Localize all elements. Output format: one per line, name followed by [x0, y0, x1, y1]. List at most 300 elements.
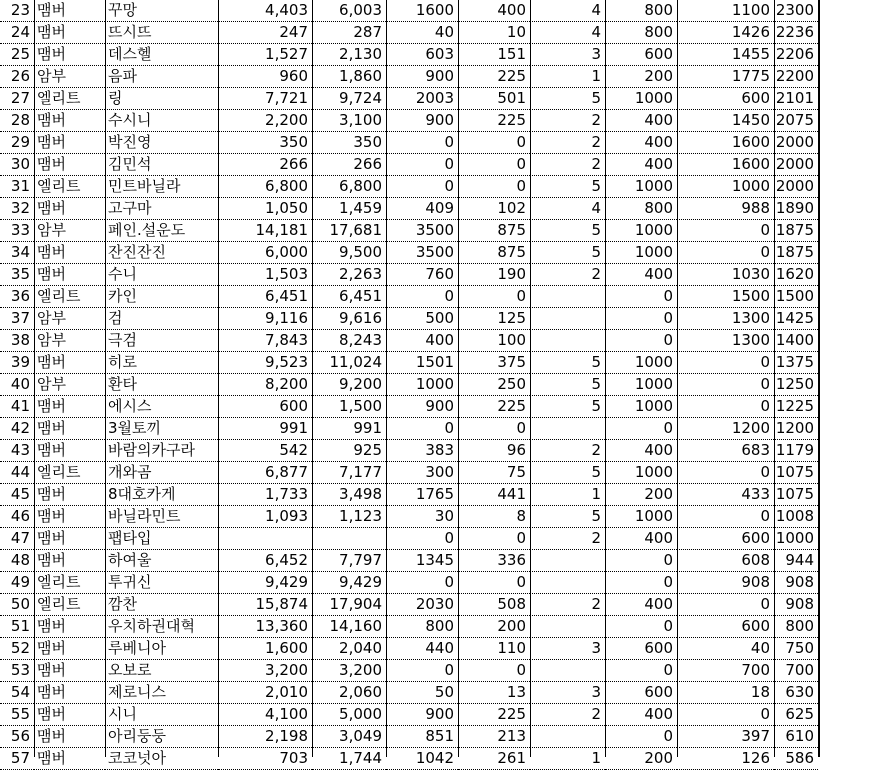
value-cell-4[interactable]: 100 [458, 330, 530, 352]
value-cell-2[interactable]: 3,200 [312, 660, 386, 682]
value-cell-4[interactable]: 110 [458, 638, 530, 660]
value-cell-4[interactable]: 261 [458, 748, 530, 770]
value-cell-6[interactable]: 1000 [605, 352, 677, 374]
value-cell-1[interactable]: 15,874 [218, 594, 312, 616]
value-cell-5[interactable] [530, 330, 605, 352]
value-cell-5[interactable]: 5 [530, 396, 605, 418]
value-cell-1[interactable]: 1,733 [218, 484, 312, 506]
total-cell[interactable]: 908 [774, 594, 818, 616]
value-cell-2[interactable]: 1,860 [312, 66, 386, 88]
value-cell-7[interactable]: 0 [677, 506, 774, 528]
nickname-cell[interactable]: 에시스 [105, 396, 218, 418]
value-cell-7[interactable]: 1030 [677, 264, 774, 286]
value-cell-3[interactable]: 1501 [386, 352, 458, 374]
total-cell[interactable]: 1000 [774, 528, 818, 550]
value-cell-5[interactable] [530, 660, 605, 682]
value-cell-2[interactable]: 991 [312, 418, 386, 440]
row-number-cell[interactable]: 34 [0, 242, 34, 264]
value-cell-3[interactable]: 0 [386, 418, 458, 440]
value-cell-1[interactable]: 4,403 [218, 0, 312, 22]
value-cell-1[interactable]: 14,181 [218, 220, 312, 242]
value-cell-3[interactable]: 0 [386, 176, 458, 198]
value-cell-5[interactable]: 5 [530, 88, 605, 110]
value-cell-5[interactable] [530, 550, 605, 572]
value-cell-1[interactable]: 2,198 [218, 726, 312, 748]
grade-cell[interactable]: 엘리트 [34, 462, 105, 484]
value-cell-7[interactable]: 600 [677, 88, 774, 110]
row-number-cell[interactable]: 49 [0, 572, 34, 594]
grade-cell[interactable]: 맴버 [34, 748, 105, 770]
value-cell-1[interactable]: 9,429 [218, 572, 312, 594]
row-number-cell[interactable]: 40 [0, 374, 34, 396]
nickname-cell[interactable]: 뜨시뜨 [105, 22, 218, 44]
value-cell-6[interactable]: 200 [605, 748, 677, 770]
value-cell-4[interactable]: 336 [458, 550, 530, 572]
value-cell-5[interactable]: 2 [530, 440, 605, 462]
value-cell-6[interactable]: 1000 [605, 462, 677, 484]
value-cell-6[interactable]: 600 [605, 44, 677, 66]
value-cell-5[interactable]: 5 [530, 242, 605, 264]
value-cell-3[interactable]: 851 [386, 726, 458, 748]
value-cell-6[interactable]: 0 [605, 418, 677, 440]
nickname-cell[interactable]: 우치하권대혁 [105, 616, 218, 638]
value-cell-4[interactable]: 875 [458, 220, 530, 242]
value-cell-5[interactable]: 2 [530, 264, 605, 286]
grade-cell[interactable]: 맴버 [34, 528, 105, 550]
grade-cell[interactable]: 맴버 [34, 154, 105, 176]
value-cell-2[interactable]: 3,049 [312, 726, 386, 748]
total-cell[interactable]: 1075 [774, 484, 818, 506]
value-cell-5[interactable]: 1 [530, 66, 605, 88]
nickname-cell[interactable]: 히로 [105, 352, 218, 374]
total-cell[interactable]: 1075 [774, 462, 818, 484]
row-number-cell[interactable]: 55 [0, 704, 34, 726]
row-number-cell[interactable]: 25 [0, 44, 34, 66]
grade-cell[interactable]: 맴버 [34, 484, 105, 506]
nickname-cell[interactable]: 카인 [105, 286, 218, 308]
value-cell-3[interactable]: 900 [386, 704, 458, 726]
value-cell-2[interactable]: 2,060 [312, 682, 386, 704]
nickname-cell[interactable]: 시니 [105, 704, 218, 726]
value-cell-5[interactable]: 1 [530, 484, 605, 506]
value-cell-4[interactable]: 0 [458, 154, 530, 176]
value-cell-6[interactable]: 1000 [605, 374, 677, 396]
row-number-cell[interactable]: 33 [0, 220, 34, 242]
value-cell-4[interactable]: 0 [458, 572, 530, 594]
total-cell[interactable]: 2000 [774, 154, 818, 176]
value-cell-7[interactable]: 0 [677, 594, 774, 616]
nickname-cell[interactable]: 고구마 [105, 198, 218, 220]
value-cell-4[interactable]: 225 [458, 396, 530, 418]
value-cell-3[interactable]: 400 [386, 330, 458, 352]
value-cell-4[interactable]: 375 [458, 352, 530, 374]
value-cell-2[interactable]: 1,459 [312, 198, 386, 220]
nickname-cell[interactable]: 루베니아 [105, 638, 218, 660]
value-cell-1[interactable]: 7,721 [218, 88, 312, 110]
total-cell[interactable]: 2000 [774, 132, 818, 154]
total-cell[interactable]: 1225 [774, 396, 818, 418]
grade-cell[interactable]: 맴버 [34, 726, 105, 748]
row-number-cell[interactable]: 47 [0, 528, 34, 550]
total-cell[interactable]: 800 [774, 616, 818, 638]
value-cell-5[interactable] [530, 308, 605, 330]
nickname-cell[interactable]: 개와곰 [105, 462, 218, 484]
total-cell[interactable]: 2206 [774, 44, 818, 66]
value-cell-7[interactable]: 608 [677, 550, 774, 572]
row-number-cell[interactable]: 30 [0, 154, 34, 176]
value-cell-1[interactable]: 9,116 [218, 308, 312, 330]
total-cell[interactable]: 750 [774, 638, 818, 660]
total-cell[interactable]: 2300 [774, 0, 818, 22]
value-cell-6[interactable]: 400 [605, 264, 677, 286]
value-cell-7[interactable]: 126 [677, 748, 774, 770]
value-cell-7[interactable]: 0 [677, 396, 774, 418]
value-cell-7[interactable]: 1000 [677, 176, 774, 198]
grade-cell[interactable]: 맴버 [34, 638, 105, 660]
value-cell-7[interactable]: 18 [677, 682, 774, 704]
row-number-cell[interactable]: 31 [0, 176, 34, 198]
total-cell[interactable]: 1425 [774, 308, 818, 330]
value-cell-2[interactable]: 5,000 [312, 704, 386, 726]
value-cell-4[interactable]: 0 [458, 418, 530, 440]
value-cell-1[interactable]: 600 [218, 396, 312, 418]
total-cell[interactable]: 1375 [774, 352, 818, 374]
grade-cell[interactable]: 맴버 [34, 704, 105, 726]
grade-cell[interactable]: 엘리트 [34, 594, 105, 616]
row-number-cell[interactable]: 44 [0, 462, 34, 484]
value-cell-1[interactable]: 6,451 [218, 286, 312, 308]
value-cell-6[interactable]: 400 [605, 110, 677, 132]
nickname-cell[interactable]: 깜찬 [105, 594, 218, 616]
value-cell-5[interactable] [530, 286, 605, 308]
total-cell[interactable]: 586 [774, 748, 818, 770]
value-cell-2[interactable]: 6,003 [312, 0, 386, 22]
value-cell-4[interactable]: 0 [458, 176, 530, 198]
value-cell-3[interactable]: 0 [386, 572, 458, 594]
row-number-cell[interactable]: 24 [0, 22, 34, 44]
nickname-cell[interactable]: 아리둥둥 [105, 726, 218, 748]
nickname-cell[interactable]: 환타 [105, 374, 218, 396]
nickname-cell[interactable]: 수니 [105, 264, 218, 286]
value-cell-6[interactable]: 400 [605, 132, 677, 154]
value-cell-3[interactable]: 0 [386, 660, 458, 682]
value-cell-1[interactable]: 2,200 [218, 110, 312, 132]
nickname-cell[interactable]: 김민석 [105, 154, 218, 176]
value-cell-3[interactable]: 603 [386, 44, 458, 66]
value-cell-6[interactable]: 0 [605, 286, 677, 308]
value-cell-6[interactable]: 400 [605, 704, 677, 726]
value-cell-7[interactable]: 683 [677, 440, 774, 462]
value-cell-4[interactable]: 501 [458, 88, 530, 110]
value-cell-4[interactable]: 102 [458, 198, 530, 220]
value-cell-7[interactable]: 1300 [677, 330, 774, 352]
grade-cell[interactable]: 맴버 [34, 0, 105, 22]
value-cell-7[interactable]: 0 [677, 374, 774, 396]
value-cell-4[interactable]: 441 [458, 484, 530, 506]
grade-cell[interactable]: 맴버 [34, 132, 105, 154]
value-cell-1[interactable]: 542 [218, 440, 312, 462]
value-cell-2[interactable]: 6,451 [312, 286, 386, 308]
grade-cell[interactable]: 맴버 [34, 352, 105, 374]
nickname-cell[interactable]: 링 [105, 88, 218, 110]
total-cell[interactable]: 944 [774, 550, 818, 572]
total-cell[interactable]: 2075 [774, 110, 818, 132]
value-cell-1[interactable]: 8,200 [218, 374, 312, 396]
value-cell-6[interactable]: 400 [605, 528, 677, 550]
total-cell[interactable]: 1875 [774, 220, 818, 242]
value-cell-5[interactable]: 5 [530, 176, 605, 198]
nickname-cell[interactable]: 검 [105, 308, 218, 330]
row-number-cell[interactable]: 48 [0, 550, 34, 572]
value-cell-3[interactable]: 2030 [386, 594, 458, 616]
nickname-cell[interactable]: 잔진잔진 [105, 242, 218, 264]
value-cell-5[interactable]: 2 [530, 704, 605, 726]
row-number-cell[interactable]: 27 [0, 88, 34, 110]
value-cell-2[interactable]: 3,100 [312, 110, 386, 132]
row-number-cell[interactable]: 52 [0, 638, 34, 660]
value-cell-1[interactable]: 991 [218, 418, 312, 440]
grade-cell[interactable]: 맴버 [34, 682, 105, 704]
value-cell-7[interactable]: 1200 [677, 418, 774, 440]
value-cell-3[interactable]: 1345 [386, 550, 458, 572]
value-cell-5[interactable] [530, 572, 605, 594]
value-cell-5[interactable]: 4 [530, 22, 605, 44]
nickname-cell[interactable]: 수시니 [105, 110, 218, 132]
value-cell-5[interactable] [530, 418, 605, 440]
row-number-cell[interactable]: 56 [0, 726, 34, 748]
grade-cell[interactable]: 맴버 [34, 198, 105, 220]
value-cell-4[interactable]: 75 [458, 462, 530, 484]
value-cell-2[interactable]: 7,177 [312, 462, 386, 484]
value-cell-3[interactable]: 0 [386, 154, 458, 176]
value-cell-6[interactable]: 0 [605, 660, 677, 682]
value-cell-7[interactable]: 0 [677, 220, 774, 242]
value-cell-1[interactable]: 350 [218, 132, 312, 154]
total-cell[interactable]: 2200 [774, 66, 818, 88]
value-cell-7[interactable]: 433 [677, 484, 774, 506]
grade-cell[interactable]: 맴버 [34, 550, 105, 572]
value-cell-4[interactable]: 213 [458, 726, 530, 748]
grade-cell[interactable]: 맴버 [34, 396, 105, 418]
value-cell-6[interactable]: 0 [605, 550, 677, 572]
row-number-cell[interactable]: 41 [0, 396, 34, 418]
nickname-cell[interactable]: 극검 [105, 330, 218, 352]
value-cell-2[interactable]: 9,429 [312, 572, 386, 594]
value-cell-4[interactable]: 0 [458, 286, 530, 308]
value-cell-5[interactable]: 5 [530, 220, 605, 242]
value-cell-2[interactable]: 3,498 [312, 484, 386, 506]
value-cell-1[interactable]: 1,600 [218, 638, 312, 660]
value-cell-3[interactable]: 0 [386, 132, 458, 154]
value-cell-4[interactable]: 125 [458, 308, 530, 330]
value-cell-2[interactable]: 7,797 [312, 550, 386, 572]
grade-cell[interactable]: 엘리트 [34, 88, 105, 110]
value-cell-6[interactable]: 0 [605, 572, 677, 594]
value-cell-6[interactable]: 1000 [605, 506, 677, 528]
value-cell-4[interactable]: 250 [458, 374, 530, 396]
value-cell-7[interactable]: 0 [677, 462, 774, 484]
value-cell-7[interactable]: 1775 [677, 66, 774, 88]
value-cell-6[interactable]: 400 [605, 440, 677, 462]
value-cell-5[interactable]: 5 [530, 352, 605, 374]
total-cell[interactable]: 1875 [774, 242, 818, 264]
value-cell-1[interactable]: 9,523 [218, 352, 312, 374]
value-cell-7[interactable]: 1455 [677, 44, 774, 66]
value-cell-4[interactable]: 190 [458, 264, 530, 286]
value-cell-3[interactable]: 1600 [386, 0, 458, 22]
total-cell[interactable]: 625 [774, 704, 818, 726]
value-cell-2[interactable]: 6,800 [312, 176, 386, 198]
grade-cell[interactable]: 맴버 [34, 110, 105, 132]
grade-cell[interactable]: 암부 [34, 220, 105, 242]
value-cell-5[interactable]: 3 [530, 44, 605, 66]
value-cell-3[interactable]: 760 [386, 264, 458, 286]
row-number-cell[interactable]: 54 [0, 682, 34, 704]
nickname-cell[interactable]: 박진영 [105, 132, 218, 154]
total-cell[interactable]: 1400 [774, 330, 818, 352]
value-cell-7[interactable]: 1426 [677, 22, 774, 44]
row-number-cell[interactable]: 43 [0, 440, 34, 462]
value-cell-5[interactable] [530, 726, 605, 748]
grade-cell[interactable]: 암부 [34, 66, 105, 88]
value-cell-4[interactable]: 13 [458, 682, 530, 704]
value-cell-5[interactable] [530, 616, 605, 638]
nickname-cell[interactable]: 제로니스 [105, 682, 218, 704]
nickname-cell[interactable]: 데스헬 [105, 44, 218, 66]
value-cell-4[interactable]: 96 [458, 440, 530, 462]
value-cell-7[interactable]: 908 [677, 572, 774, 594]
value-cell-6[interactable]: 400 [605, 154, 677, 176]
value-cell-3[interactable]: 2003 [386, 88, 458, 110]
nickname-cell[interactable]: 3월토끼 [105, 418, 218, 440]
value-cell-7[interactable]: 1300 [677, 308, 774, 330]
value-cell-4[interactable]: 225 [458, 66, 530, 88]
value-cell-5[interactable]: 2 [530, 132, 605, 154]
value-cell-7[interactable]: 1100 [677, 0, 774, 22]
value-cell-4[interactable]: 508 [458, 594, 530, 616]
value-cell-7[interactable]: 0 [677, 242, 774, 264]
value-cell-6[interactable]: 1000 [605, 242, 677, 264]
value-cell-3[interactable]: 0 [386, 286, 458, 308]
value-cell-2[interactable]: 2,040 [312, 638, 386, 660]
value-cell-7[interactable]: 600 [677, 616, 774, 638]
total-cell[interactable]: 2236 [774, 22, 818, 44]
value-cell-1[interactable]: 703 [218, 748, 312, 770]
value-cell-1[interactable]: 1,093 [218, 506, 312, 528]
grade-cell[interactable]: 엘리트 [34, 176, 105, 198]
value-cell-2[interactable]: 14,160 [312, 616, 386, 638]
value-cell-1[interactable]: 1,503 [218, 264, 312, 286]
nickname-cell[interactable]: 하여울 [105, 550, 218, 572]
value-cell-2[interactable]: 287 [312, 22, 386, 44]
value-cell-1[interactable]: 6,877 [218, 462, 312, 484]
value-cell-2[interactable]: 350 [312, 132, 386, 154]
value-cell-2[interactable]: 266 [312, 154, 386, 176]
nickname-cell[interactable]: 민트바닐라 [105, 176, 218, 198]
nickname-cell[interactable]: 바닐라민트 [105, 506, 218, 528]
value-cell-1[interactable]: 3,200 [218, 660, 312, 682]
row-number-cell[interactable]: 28 [0, 110, 34, 132]
row-number-cell[interactable]: 29 [0, 132, 34, 154]
value-cell-2[interactable]: 2,130 [312, 44, 386, 66]
grade-cell[interactable]: 맴버 [34, 22, 105, 44]
value-cell-5[interactable]: 2 [530, 528, 605, 550]
grade-cell[interactable]: 맴버 [34, 440, 105, 462]
row-number-cell[interactable]: 39 [0, 352, 34, 374]
value-cell-2[interactable] [312, 528, 386, 550]
value-cell-6[interactable]: 1000 [605, 396, 677, 418]
nickname-cell[interactable]: 음파 [105, 66, 218, 88]
value-cell-4[interactable]: 0 [458, 528, 530, 550]
total-cell[interactable]: 1890 [774, 198, 818, 220]
value-cell-2[interactable]: 9,724 [312, 88, 386, 110]
value-cell-4[interactable]: 225 [458, 704, 530, 726]
grade-cell[interactable]: 암부 [34, 330, 105, 352]
value-cell-4[interactable]: 400 [458, 0, 530, 22]
value-cell-3[interactable]: 900 [386, 110, 458, 132]
nickname-cell[interactable]: 코코넛아 [105, 748, 218, 770]
row-number-cell[interactable]: 51 [0, 616, 34, 638]
value-cell-7[interactable]: 1500 [677, 286, 774, 308]
grade-cell[interactable]: 맴버 [34, 418, 105, 440]
value-cell-7[interactable]: 0 [677, 704, 774, 726]
value-cell-5[interactable]: 5 [530, 374, 605, 396]
row-number-cell[interactable]: 37 [0, 308, 34, 330]
value-cell-3[interactable]: 30 [386, 506, 458, 528]
value-cell-3[interactable]: 440 [386, 638, 458, 660]
value-cell-1[interactable]: 7,843 [218, 330, 312, 352]
value-cell-7[interactable]: 0 [677, 352, 774, 374]
value-cell-5[interactable]: 4 [530, 0, 605, 22]
grade-cell[interactable]: 암부 [34, 374, 105, 396]
value-cell-7[interactable]: 600 [677, 528, 774, 550]
nickname-cell[interactable]: 오보로 [105, 660, 218, 682]
row-number-cell[interactable]: 42 [0, 418, 34, 440]
value-cell-6[interactable]: 800 [605, 198, 677, 220]
nickname-cell[interactable]: 투귀신 [105, 572, 218, 594]
value-cell-3[interactable]: 300 [386, 462, 458, 484]
total-cell[interactable]: 908 [774, 572, 818, 594]
value-cell-6[interactable]: 1000 [605, 176, 677, 198]
row-number-cell[interactable]: 23 [0, 0, 34, 22]
value-cell-1[interactable]: 266 [218, 154, 312, 176]
value-cell-3[interactable]: 1765 [386, 484, 458, 506]
row-number-cell[interactable]: 53 [0, 660, 34, 682]
nickname-cell[interactable]: 꾸망 [105, 0, 218, 22]
value-cell-6[interactable]: 1000 [605, 220, 677, 242]
value-cell-4[interactable]: 200 [458, 616, 530, 638]
value-cell-6[interactable]: 800 [605, 0, 677, 22]
value-cell-4[interactable]: 0 [458, 132, 530, 154]
nickname-cell[interactable]: 바람의카구라 [105, 440, 218, 462]
value-cell-3[interactable]: 3500 [386, 242, 458, 264]
value-cell-1[interactable]: 960 [218, 66, 312, 88]
value-cell-6[interactable]: 200 [605, 484, 677, 506]
value-cell-5[interactable]: 4 [530, 198, 605, 220]
value-cell-2[interactable]: 2,263 [312, 264, 386, 286]
row-number-cell[interactable]: 35 [0, 264, 34, 286]
value-cell-1[interactable]: 1,050 [218, 198, 312, 220]
value-cell-3[interactable]: 1000 [386, 374, 458, 396]
value-cell-3[interactable]: 900 [386, 66, 458, 88]
value-cell-1[interactable]: 2,010 [218, 682, 312, 704]
value-cell-3[interactable]: 500 [386, 308, 458, 330]
value-cell-2[interactable]: 9,200 [312, 374, 386, 396]
value-cell-7[interactable]: 40 [677, 638, 774, 660]
value-cell-1[interactable] [218, 528, 312, 550]
total-cell[interactable]: 630 [774, 682, 818, 704]
grade-cell[interactable]: 엘리트 [34, 286, 105, 308]
